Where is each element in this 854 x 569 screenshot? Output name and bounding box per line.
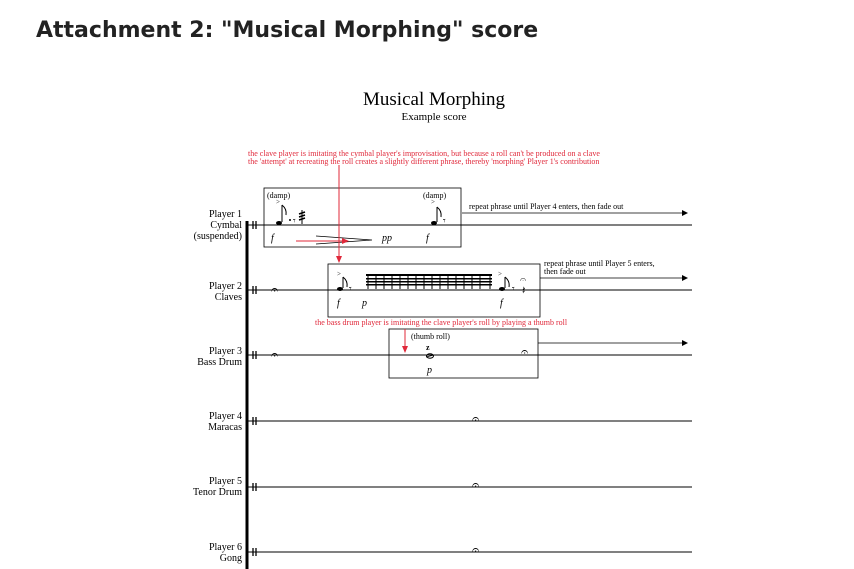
player-2-instrument: Claves: [214, 292, 242, 303]
svg-text:𝄾: 𝄾: [293, 216, 296, 227]
bass-drum-annotation: the bass drum player is imitating the clave player's roll by playing a thumb roll: [315, 318, 568, 327]
player-2-fermata-icon: 𝄐: [271, 282, 279, 297]
player-2-instruction-1: repeat phrase until Player 5 enters,: [544, 259, 655, 268]
player-4-fermata-icon: 𝄐: [472, 411, 480, 426]
player-1-detail: (suspended): [193, 231, 242, 242]
player-3-end-fermata-icon: 𝄐: [521, 344, 529, 359]
score-subtitle: Example score: [401, 111, 467, 123]
player-1-instrument: Cymbal: [210, 220, 242, 231]
svg-text:𝄽: 𝄽: [522, 285, 526, 297]
player-2-name: Player 2: [208, 281, 242, 292]
page-heading: Attachment 2: "Musical Morphing" score: [36, 18, 539, 43]
player-5-instrument: Tenor Drum: [192, 487, 242, 498]
svg-text:𝄾: 𝄾: [443, 216, 446, 227]
player-1-damp-2: (damp): [423, 191, 447, 200]
player-4-name: Player 4: [208, 411, 242, 422]
player-3-name: Player 3: [208, 346, 242, 357]
percussion-clefs: [253, 221, 256, 556]
clave-annotation-line-1: the clave player is imitating the cymbal player's improvisation, but because a roll can't be produced on a clave: [248, 149, 600, 158]
svg-text:z: z: [426, 343, 430, 352]
svg-text:>: >: [337, 270, 341, 278]
player-2-dynamic-f-2: f: [500, 298, 503, 309]
player-2-dynamic-f: f: [337, 298, 340, 309]
player-3-dynamic-p: p: [427, 365, 432, 376]
clave-annotation-line-2: the 'attempt' at recreating the roll creates a slightly different phrase, thereby 'morphing' Player 1's contribution: [248, 157, 600, 166]
score-title: Musical Morphing: [363, 89, 505, 110]
player-1-dynamic-f: f: [271, 233, 274, 244]
svg-text:𝄾: 𝄾: [512, 284, 515, 295]
player-1-damp-1: (damp): [267, 191, 291, 200]
player-2-dynamic-p: p: [362, 298, 367, 309]
svg-text:>: >: [276, 198, 280, 206]
svg-text:>: >: [498, 270, 502, 278]
player-4-instrument: Maracas: [208, 422, 242, 433]
player-3-notes: [426, 343, 434, 358]
player-3-fermata-icon: 𝄐: [271, 347, 279, 362]
player-6-instrument: Gong: [219, 553, 242, 564]
player-1-notes: [276, 198, 446, 227]
player-2-end-fermata-icon: 𝄐: [520, 274, 527, 286]
player-6-name: Player 6: [208, 542, 242, 553]
player-3-instrument: Bass Drum: [197, 357, 242, 368]
svg-text:𝄾: 𝄾: [349, 284, 352, 295]
player-6-fermata-icon: 𝄐: [472, 542, 480, 557]
player-3-thumb-roll: (thumb roll): [411, 332, 450, 341]
player-1-dynamic-f-2: f: [426, 233, 429, 244]
player-1-instruction: repeat phrase until Player 4 enters, then fade out: [469, 202, 624, 211]
player-5-fermata-icon: 𝄐: [472, 477, 480, 492]
svg-text:>: >: [431, 198, 435, 206]
player-5-name: Player 5: [208, 476, 242, 487]
player-1-name: Player 1: [208, 209, 242, 220]
player-2-instruction-2: then fade out: [544, 267, 586, 276]
player-2-notes: [337, 270, 525, 297]
player-1-dynamic-pp: pp: [382, 233, 392, 244]
